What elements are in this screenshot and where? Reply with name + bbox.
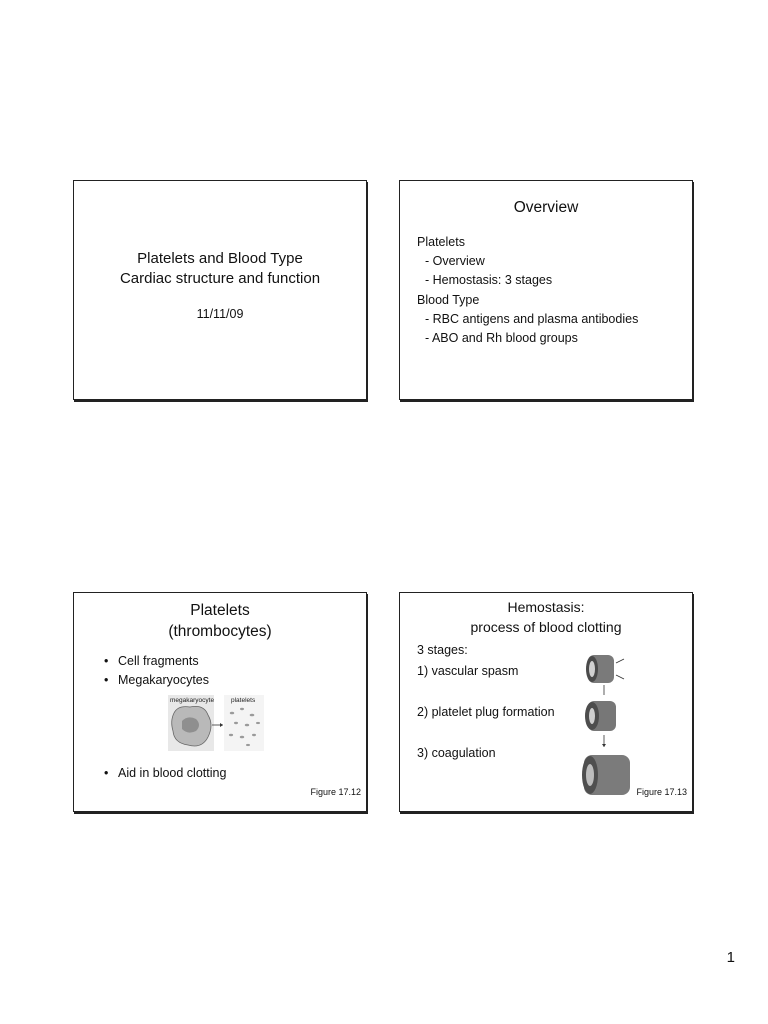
arrow-line: [616, 675, 624, 679]
overview-line: - Overview: [425, 254, 485, 269]
stage-item: 1) vascular spasm: [417, 664, 519, 678]
bullet-item: • Megakaryocytes: [104, 671, 209, 690]
megakaryocyte-figure: [168, 695, 264, 751]
slide-platelets: [73, 592, 367, 812]
bullet-item: • Cell fragments: [104, 652, 209, 671]
cell-nucleus: [182, 717, 199, 732]
overview-heading: Overview: [513, 199, 579, 216]
bullet-item: • Aid in blood clotting: [104, 766, 226, 780]
overview-line: - RBC antigens and plasma antibodies: [425, 311, 639, 326]
arrow-head: [602, 744, 606, 747]
slide-title-heading: [74, 249, 366, 289]
arrow-line: [616, 659, 624, 663]
vessel-lumen: [589, 661, 595, 677]
figure-reference: Figure 17.13: [636, 787, 687, 797]
platelets-title-line-1: Platelets: [190, 602, 250, 619]
hemostasis-figure: [580, 649, 638, 807]
overview-body: [417, 233, 638, 348]
arrow-head: [220, 723, 223, 727]
title-line-2: Cardiac structure and function: [119, 270, 321, 287]
slide-title: [73, 180, 367, 400]
stage-item: 3) coagulation: [417, 746, 496, 760]
vessel-lumen: [586, 764, 594, 786]
overview-line: - ABO and Rh blood groups: [425, 331, 578, 346]
title-line-1: Platelets and Blood Type: [137, 250, 303, 267]
vessel-illustration: [580, 649, 638, 807]
stage-item: 2) platelet plug formation: [417, 705, 555, 719]
hemostasis-title: [400, 598, 692, 637]
megakaryocyte-illustration: [168, 695, 264, 751]
hemostasis-title-line-2: process of blood clotting: [470, 618, 622, 635]
figure-reference: Figure 17.12: [310, 787, 361, 797]
hemostasis-title-line-1: Hemostasis:: [507, 599, 585, 615]
slide-date: 11/11/09: [196, 307, 244, 321]
vessel-lumen: [589, 708, 595, 724]
overview-line: Platelets: [417, 235, 465, 249]
platelets-bullets: [104, 652, 209, 689]
megakaryocyte-label: megakaryocyte: [170, 697, 215, 704]
slide-overview: [399, 180, 693, 400]
platelets-title-line-2: (thrombocytes): [168, 623, 272, 640]
stages-intro: 3 stages:: [417, 643, 468, 657]
overview-line: Blood Type: [417, 292, 480, 307]
overview-line: - Hemostasis: 3 stages: [425, 273, 553, 288]
page-number: 1: [726, 949, 735, 966]
platelets-label: platelets: [231, 697, 256, 704]
slide-hemostasis: [399, 592, 693, 812]
platelets-title: [74, 600, 366, 642]
